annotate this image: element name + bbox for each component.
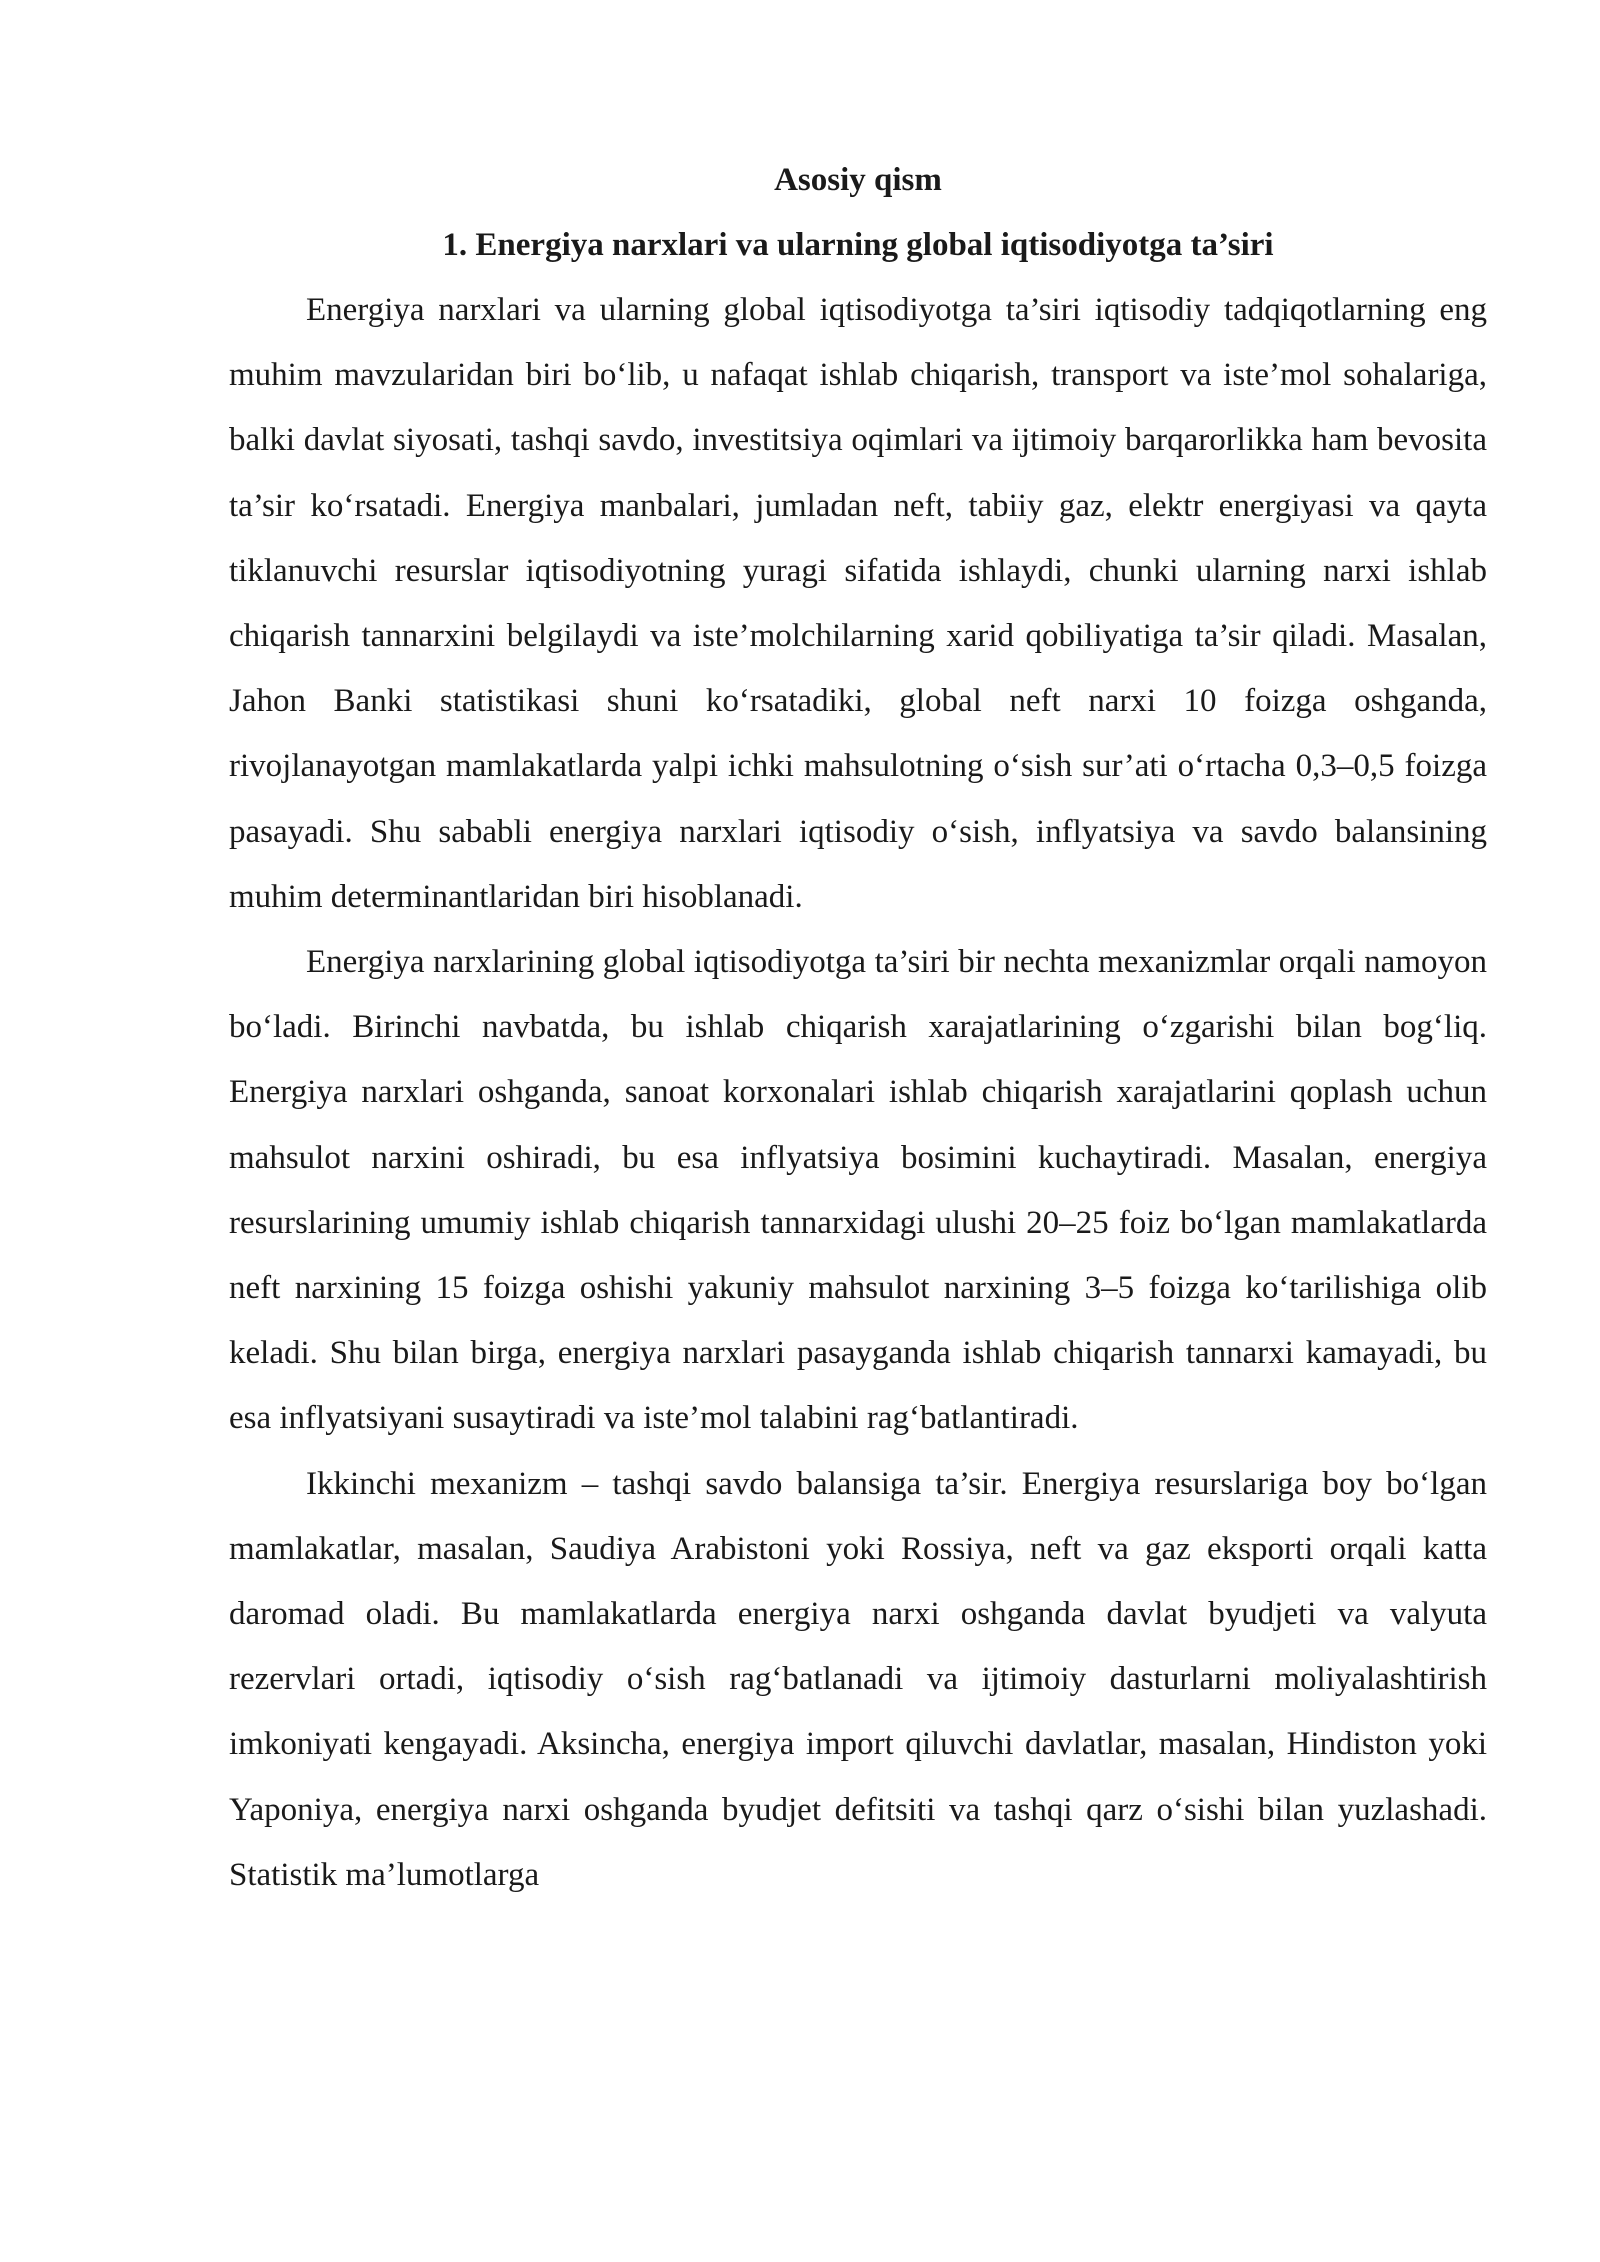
section-title: Asosiy qism <box>774 162 942 198</box>
paragraph-2: Energiya narxlarining global iqtisodiyotga ta’siri bir nechta mexanizmlar orqali namoyon bo‘ladi. Birinchi navbatda, bu ishlab chiqarish xarajatlarining o‘zgarishi bilan bog‘liq. Energiya narxlari oshganda, sanoat korxonalari ishlab chiqarish xarajatlarini qoplash uchun mahsulot narxini oshiradi, bu esa inflyatsiya bosimini kuchaytiradi. Masalan, energiya resurslarining umumiy ishlab chiqarish tannarxidagi ulushi 20–25 foiz bo‘lgan mamlakatlarda neft narxining 15 foizga oshishi yakuniy mahsulot narxining 3–5 foizga ko‘tarilishiga olib keladi. Shu bilan birga, energiya narxlari pasayganda ishlab chiqarish tannarxi kamayadi, bu esa inflyatsiyani susaytiradi va iste’mol talabini rag‘batlantiradi. <box>229 944 1487 1437</box>
paragraph-3: Ikkinchi mexanizm – tashqi savdo balansiga ta’sir. Energiya resurslariga boy bo‘lgan mamlakatlar, masalan, Saudiya Arabistoni yoki Rossiya, neft va gaz eksporti orqali katta daromad oladi. Bu mamlakatlarda energiya narxi oshganda davlat byudjeti va valyuta rezervlari ortadi, iqtisodiy o‘sish rag‘batlanadi va ijtimoiy dasturlarni moliyalashtirish imkoniyati kengayadi. Aksincha, energiya import qiluvchi davlatlar, masalan, Hindiston yoki Yaponiya, energiya narxi oshganda byudjet defitsiti va tashqi qarz o‘sishi bilan yuzlashadi. Statistik ma’lumotlarga <box>229 1465 1487 1893</box>
document-page <box>229 148 1487 1908</box>
paragraph-1: Energiya narxlari va ularning global iqtisodiyotga ta’siri iqtisodiy tadqiqotlarning eng muhim mavzularidan biri bo‘lib, u nafaqat ishlab chiqarish, transport va iste’mol sohalariga, balki davlat siyosati, tashqi savdo, investitsiya oqimlari va ijtimoiy barqarorlikka ham bevosita ta’sir ko‘rsatadi. Energiya manbalari, jumladan neft, tabiiy gaz, elektr energiyasi va qayta tiklanuvchi resurslar iqtisodiyotning yuragi sifatida ishlaydi, chunki ularning narxi ishlab chiqarish tannarxini belgilaydi va iste’molchilarning xarid qobiliyatiga ta’sir qiladi. Masalan, Jahon Banki statistikasi shuni ko‘rsatadiki, global neft narxi 10 foizga oshganda, rivojlanayotgan mamlakatlarda yalpi ichki mahsulotning o‘sish sur’ati o‘rtacha 0,3–0,5 foizga pasayadi. Shu sababli energiya narxlari iqtisodiy o‘sish, inflyatsiya va savdo balansining muhim determinantlaridan biri hisoblanadi. <box>229 292 1487 915</box>
chapter-title: 1. Energiya narxlari va ularning global iqtisodiyotga ta’siri <box>442 227 1274 263</box>
